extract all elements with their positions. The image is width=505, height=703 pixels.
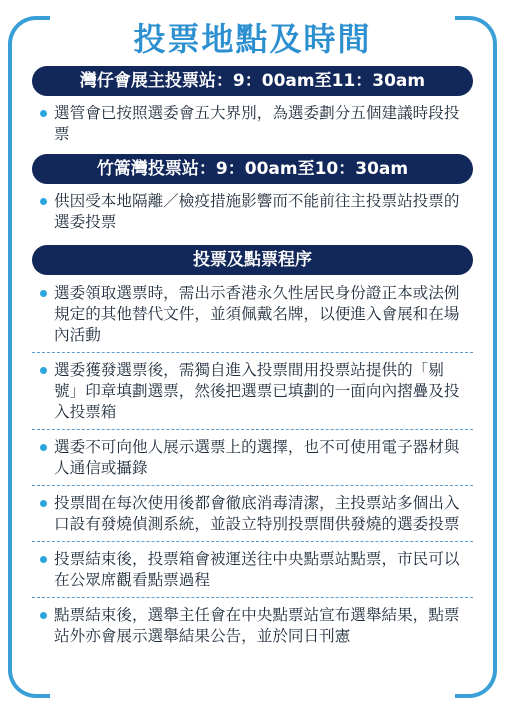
section-header-penny-bay: 竹篙灣投票站：9：00am至10：30am	[32, 154, 473, 184]
list-item-text: 投票間在每次使用後都會徹底消毒清潔，主投票站多個出入口設有發燒偵測系統，並設立特別投票間供發燒的選委投票	[54, 494, 460, 533]
dashed-divider	[32, 352, 473, 353]
list-item-text: 投票結束後，投票箱會被運送往中央點票站點票，市民可以在公眾席觀看點票過程	[54, 550, 460, 589]
dashed-divider	[32, 597, 473, 598]
list-item-text: 點票結束後，選舉主任會在中央點票站宣布選舉結果，點票站外亦會展示選舉結果公告，並於同日刊憲	[54, 606, 460, 645]
bullet-dot-icon	[40, 290, 47, 297]
dashed-divider	[32, 429, 473, 430]
list-item-text: 選委領取選票時，需出示香港永久性居民身份證正本或法例規定的其他替代文件，並須佩戴名牌，以便進入會展和在場內活動	[54, 284, 460, 344]
list-item-text: 供因受本地隔離／檢疫措施影響而不能前往主投票站投票的選委投票	[54, 192, 460, 231]
list-item	[32, 437, 473, 479]
bullet-dot-icon	[40, 612, 47, 619]
page-title: 投票地點及時間	[133, 20, 372, 58]
list-item	[32, 191, 473, 233]
list-item-text: 選管會已按照選委會五大界別，為選委劃分五個建議時段投票	[54, 104, 460, 143]
list-item-text: 選委不可向他人展示選票上的選擇，也不可使用電子器材與人通信或攝錄	[54, 438, 460, 477]
list-item	[32, 549, 473, 591]
section-header-wanchai: 灣仔會展主投票站：9：00am至11：30am	[32, 66, 473, 96]
bullet-dot-icon	[40, 198, 47, 205]
bullet-dot-icon	[40, 444, 47, 451]
list-item	[32, 605, 473, 647]
section-header-procedure: 投票及點票程序	[32, 245, 473, 275]
bullet-dot-icon	[40, 367, 47, 374]
list-item-text: 選委獲發選票後，需獨自進入投票間用投票站提供的「剔號」印章填劃選票，然後把選票已填劃的一面向內摺疊及投入投票箱	[54, 361, 460, 421]
dashed-divider	[32, 541, 473, 542]
list-item	[32, 103, 473, 145]
dashed-divider	[32, 485, 473, 486]
bullet-dot-icon	[40, 500, 47, 507]
bullet-dot-icon	[40, 110, 47, 117]
list-item	[32, 493, 473, 535]
bullet-dot-icon	[40, 556, 47, 563]
list-item	[32, 360, 473, 423]
list-item	[32, 283, 473, 346]
content-area	[32, 66, 473, 647]
